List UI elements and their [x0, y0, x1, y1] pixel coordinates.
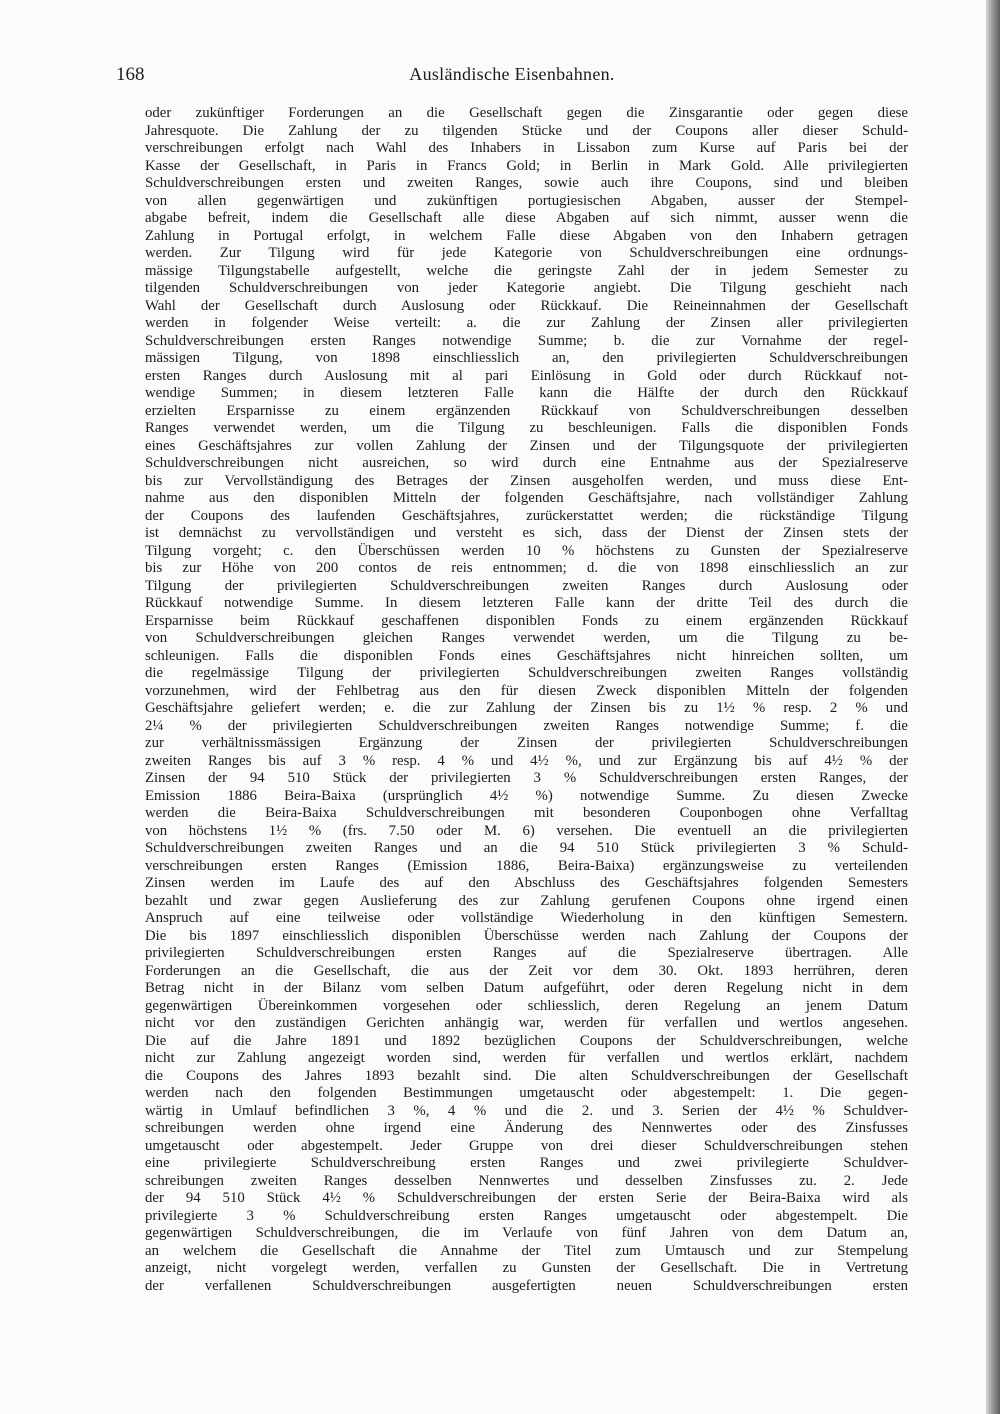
text-line: wendige Summen; in diesem letzteren Falle kann die Hälfte der durch den Rückkauf — [145, 385, 908, 401]
text-line: tilgenden Schuldverschreibungen von jeder Kategorie angiebt. Die Tilgung geschieht nach — [145, 280, 908, 296]
text-line: eine privilegierte Schuldverschreibung ersten Ranges und zwei privilegierte Schuldver- — [145, 1155, 908, 1171]
page-number: 168 — [116, 64, 145, 85]
text-line: Anspruch auf eine teilweise oder vollständige Wiederholung in den künftigen Semestern. — [145, 910, 908, 926]
text-line: mässige Tilgungstabelle aufgestellt, welche die geringste Zahl der in jedem Semester zu — [145, 262, 908, 279]
page-header — [116, 64, 908, 88]
text-line: eines Geschäftsjahres zur vollen Zahlung der Zinsen und der Tilgungsquote der privilegierten — [145, 437, 908, 454]
text-line: Ranges verwendet werden, um die Tilgung zu beschleunigen. Falls die disponiblen Fonds — [145, 420, 908, 436]
text-line: werden. Zur Tilgung wird für jede Kategorie von Schuldverschreibungen eine ordnungs- — [145, 245, 908, 261]
text-line: an welchem die Gesellschaft die Annahme der Titel zum Umtausch und zur Stempelung — [145, 1242, 908, 1259]
text-line: Tilgung vorgeht; c. den Überschüssen werden 10 % höchstens zu Gunsten der Spezialreserve — [145, 542, 908, 559]
text-line: werden die Beira-Baixa Schuldverschreibungen mit besonderen Couponbogen ohne Verfalltag — [145, 805, 908, 821]
text-line: bezahlt und zwar gegen Auslieferung des zur Zahlung gerufenen Coupons ohne irgend einen — [145, 892, 908, 909]
text-line: von Schuldverschreibungen gleichen Ranges verwendet werden, um die Tilgung zu be- — [145, 630, 908, 646]
text-line: ist demnächst zu vervollständigen und versteht es sich, dass der Dienst der Zinsen stets der — [145, 525, 908, 541]
text-line: Zinsen werden im Laufe des auf den Abschluss des Geschäftsjahres folgenden Semesters — [145, 875, 908, 891]
text-line: Schuldverschreibungen ersten Ranges notwendige Summe; b. die zur Vornahme der regel- — [145, 332, 908, 349]
text-line: verschreibungen erfolgt nach Wahl des Inhabers in Lissabon zum Kurse auf Paris bei der — [145, 140, 908, 156]
text-line: Die auf die Jahre 1891 und 1892 bezüglichen Coupons der Schuldverschreibungen, welche — [145, 1032, 908, 1049]
text-line: nahme aus den disponiblen Mitteln der folgenden Geschäftsjahre, nach vollständiger Zahlung — [145, 490, 908, 506]
text-line: privilegierte 3 % Schuldverschreibung ersten Ranges umgetauscht oder abgestempelt. Die — [145, 1207, 908, 1224]
text-line: gegenwärtigen Schuldverschreibungen, die im Verlaufe von fünf Jahren von dem Datum an, — [145, 1225, 908, 1241]
text-line: nicht vor den zuständigen Gerichten anhängig war, werden für verfallen und wertlos angesehen. — [145, 1015, 908, 1031]
text-line: Kasse der Gesellschaft, in Paris in Francs Gold; in Berlin in Mark Gold. Alle privilegierten — [145, 157, 908, 174]
text-line: Zinsen der 94 510 Stück der privilegierten 3 % Schuldverschreibungen ersten Ranges, der — [145, 770, 908, 786]
text-line: werden nach den folgenden Bestimmungen umgetauscht oder abgestempelt: 1. Die gegen- — [145, 1085, 908, 1101]
text-line: die regelmässige Tilgung der privilegierten Schuldverschreibungen zweiten Ranges vollständig — [145, 665, 908, 681]
text-line: vorzunehmen, wird der Fehlbetrag aus den für diesen Zweck disponiblen Mitteln der folgenden — [145, 682, 908, 699]
text-line: Emission 1886 Beira-Baixa (ursprünglich 4½ %) notwendige Summe. Zu diesen Zwecke — [145, 787, 908, 804]
scan-edge-shadow — [986, 0, 1000, 1414]
text-line: Rückkauf notwendige Summe. In diesem letzteren Falle kann der dritte Teil des durch die — [145, 595, 908, 611]
text-line: Schuldverschreibungen ersten und zweiten Ranges, sowie auch ihre Coupons, sind und bleiben — [145, 175, 908, 191]
text-line: zur verhältnissmässigen Ergänzung der Zinsen der privilegierten Schuldverschreibungen — [145, 735, 908, 751]
running-head: Ausländische Eisenbahnen. — [409, 64, 615, 84]
text-line: erzielten Ersparnisse zu einem ergänzenden Rückkauf von Schuldverschreibungen desselben — [145, 402, 908, 419]
text-line: nicht zur Zahlung angezeigt worden sind, werden für verfallen und wertlos erklärt, nachdem — [145, 1050, 908, 1066]
text-line: abgabe befreit, indem die Gesellschaft alle diese Abgaben auf sich nimmt, ausser wenn die — [145, 210, 908, 226]
text-line: von allen gegenwärtigen und zukünftigen portugiesischen Abgaben, ausser der Stempel- — [145, 192, 908, 209]
text-line: anzeigt, nicht vorgelegt werden, verfallen zu Gunsten der Gesellschaft. Die in Vertretung — [145, 1260, 908, 1276]
text-line: privilegierten Schuldverschreibungen ersten Ranges auf die Spezialreserve übertragen. Alle — [145, 945, 908, 961]
text-line: ersten Ranges durch Auslosung mit al pari Einlösung in Gold oder durch Rückkauf not- — [145, 367, 908, 384]
text-line: Schuldverschreibungen zweiten Ranges und an die 94 510 Stück privilegierten 3 % Schuld- — [145, 840, 908, 856]
body-text — [145, 105, 908, 1295]
text-line: 2¼ % der privilegierten Schuldverschreibungen zweiten Ranges notwendige Summe; f. die — [145, 717, 908, 734]
text-line: schleunigen. Falls die disponiblen Fonds eines Geschäftsjahres nicht hinreichen sollten, um — [145, 647, 908, 664]
text-line: der 94 510 Stück 4½ % Schuldverschreibungen der ersten Serie der Beira-Baixa wird als — [145, 1190, 908, 1206]
text-line: Zahlung in Portugal erfolgt, in welchem Falle diese Abgaben von den Inhabern getragen — [145, 227, 908, 244]
text-line: Forderungen an die Gesellschaft, die aus der Zeit vor dem 30. Okt. 1893 herrühren, deren — [145, 962, 908, 979]
text-line: wärtig in Umlauf befindlichen 3 %, 4 % und die 2. und 3. Serien der 4½ % Schuldver- — [145, 1102, 908, 1119]
text-line: zweiten Ranges bis auf 3 % resp. 4 % und 4½ %, und zur Ergänzung bis auf 4½ % der — [145, 752, 908, 769]
text-line: Ersparnisse beim Rückkauf geschaffenen disponiblen Fonds zu einem ergänzenden Rückkauf — [145, 612, 908, 629]
text-line: mässigen Tilgung, von 1898 einschliesslich an, den privilegierten Schuldverschreibungen — [145, 350, 908, 366]
text-line: der Coupons des laufenden Geschäftsjahres, zurückerstattet werden; die rückständige Tilgung — [145, 507, 908, 524]
text-line: bis zur Höhe von 200 contos de reis entnommen; d. die von 1898 einschliesslich an zur — [145, 560, 908, 576]
text-line: werden in folgender Weise verteilt: a. die zur Zahlung der Zinsen aller privilegierten — [145, 315, 908, 331]
text-line: umgetauscht oder abgestempelt. Jeder Gruppe von drei dieser Schuldverschreibungen stehen — [145, 1137, 908, 1154]
text-line: der verfallenen Schuldverschreibungen ausgefertigten neuen Schuldverschreibungen ersten — [145, 1277, 908, 1294]
text-line: schreibungen werden ohne irgend eine Änderung des Nennwertes oder des Zinsfusses — [145, 1120, 908, 1136]
text-line: schreibungen zweiten Ranges desselben Nennwertes und desselben Zinsfusses zu. 2. Jede — [145, 1172, 908, 1189]
text-line: Die bis 1897 einschliesslich disponiblen Überschüsse werden nach Zahlung der Coupons der — [145, 927, 908, 944]
text-line: verschreibungen ersten Ranges (Emission 1886, Beira-Baixa) ergänzungsweise zu verteilenden — [145, 857, 908, 874]
text-line: Betrag nicht in der Bilanz vom selben Datum aufgeführt, oder deren Regelung nicht in dem — [145, 980, 908, 996]
text-line: Jahresquote. Die Zahlung der zu tilgenden Stücke und der Coupons aller dieser Schuld- — [145, 122, 908, 139]
text-line: gegenwärtigen Übereinkommen vorgesehen oder schliesslich, deren Regelung an jenem Datum — [145, 997, 908, 1014]
text-line: Geschäftsjahre geliefert werden; e. die zur Zahlung der Zinsen bis zu 1½ % resp. 2 % und — [145, 700, 908, 716]
text-line: von höchstens 1½ % (frs. 7.50 oder M. 6) versehen. Die eventuell an die privilegierten — [145, 822, 908, 839]
text-line: die Coupons des Jahres 1893 bezahlt sind. Die alten Schuldverschreibungen der Gesellschaft — [145, 1067, 908, 1084]
text-line: Schuldverschreibungen nicht ausreichen, so wird durch eine Entnahme aus der Spezialreserve — [145, 455, 908, 471]
text-line: bis zur Vervollständigung des Betrages der Zinsen ausgeholfen werden, und muss diese Ent- — [145, 472, 908, 489]
text-line: Tilgung der privilegierten Schuldverschreibungen zweiten Ranges durch Auslosung oder — [145, 577, 908, 594]
text-line: Wahl der Gesellschaft durch Auslosung oder Rückkauf. Die Reineinnahmen der Gesellschaft — [145, 297, 908, 314]
text-line: oder zukünftiger Forderungen an die Gesellschaft gegen die Zinsgarantie oder gegen diese — [145, 105, 908, 121]
